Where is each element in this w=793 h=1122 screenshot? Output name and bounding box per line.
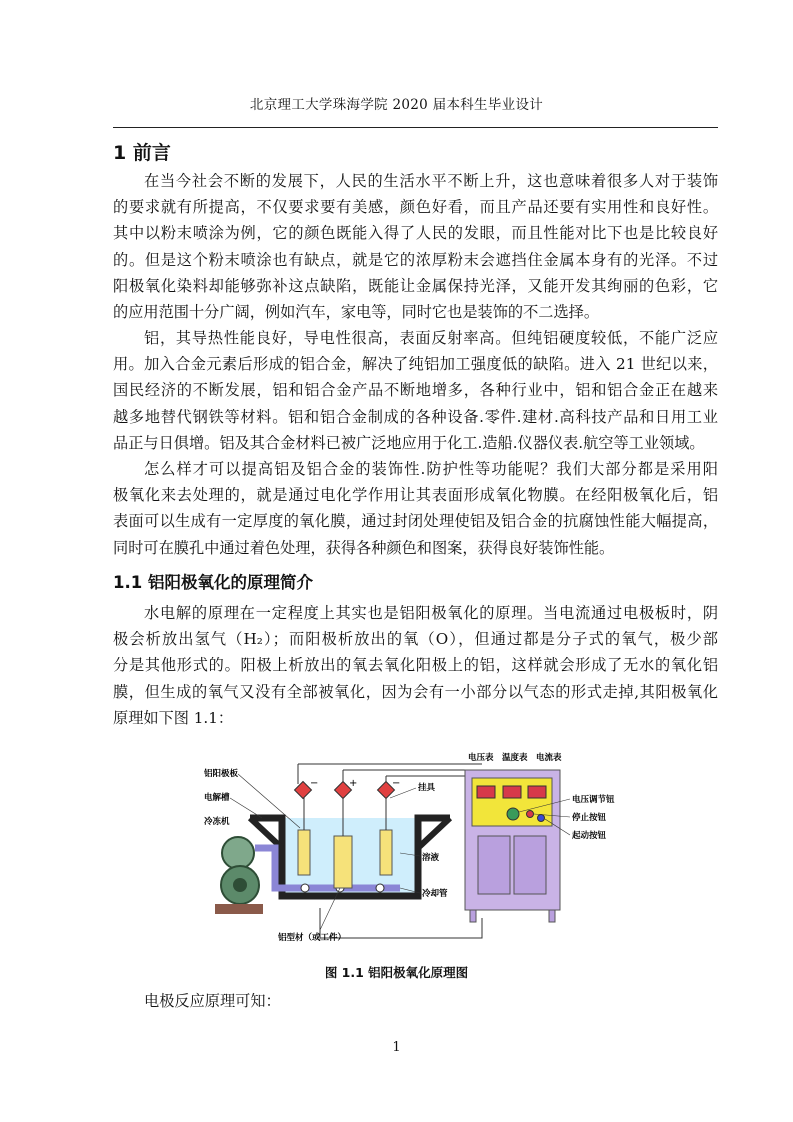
label-ammeter: 电流表: [536, 753, 562, 763]
label-stop-button: 停止按钮: [572, 813, 607, 823]
text-line: 的要求就有所提高，不仅要求要有美感，颜色好看，而且产品还要有实用性和良好性。: [113, 198, 718, 217]
terminal-sign: +: [349, 778, 358, 789]
terminal-icon: [295, 782, 312, 799]
label-voltage-knob: 电压调节钮: [572, 795, 615, 805]
cathode-plate-right: [380, 830, 392, 875]
label-solution: 溶液: [422, 853, 440, 863]
figure-caption: 图 1.1 铝阳极氧化原理图: [324, 965, 469, 980]
voltmeter-icon: [477, 786, 495, 798]
header-rule: [113, 127, 718, 128]
label-voltmeter: 电压表: [468, 753, 494, 763]
text-line: 阳极氧化染料却能够弥补这点缺陷，既能让金属保持光泽，又能开发其绚丽的色彩，它: [113, 276, 718, 295]
chiller-hub: [233, 878, 247, 892]
text-line: 原理如下图 1.1：: [113, 708, 234, 727]
tail-text: 电极反应原理可知：: [144, 992, 281, 1010]
text-line: 同时可在膜孔中通过着色处理，获得各种颜色和图案，获得良好装饰性能。: [113, 538, 615, 557]
anodizing-diagram: [200, 748, 630, 948]
paragraph-2: [113, 325, 718, 456]
paragraph-4: [113, 600, 718, 731]
text-line: 极会析放出氢气（H₂）；而阳极析放出的氧（O），但通过都是分子式的氧气，极少部: [113, 630, 718, 649]
text-line: 分是其他形式的。阳极上析放出的氧去氧化阳极上的铝，这样就会形成了无水的氧化铝: [113, 656, 718, 675]
chiller-body: [222, 837, 254, 869]
text-line: 的。但是这个粉末喷涂也有缺点，就是它的浓厚粉末会遮挡住金属本身有的光泽。不过: [113, 250, 718, 269]
label-workpiece: 铝型材（或工件）: [278, 933, 347, 943]
page-number: 1: [392, 1040, 401, 1055]
label-rack: 挂具: [418, 783, 436, 793]
cabinet-door-left: [478, 836, 510, 894]
text-line: 的应用范围十分广阔，例如汽车，家电等，同时它也是装饰的不二选择。: [113, 302, 599, 321]
terminal-sign: −: [310, 778, 319, 789]
voltage-knob-icon: [507, 808, 519, 820]
pipe-joint: [376, 884, 384, 892]
tank-rim-right: [418, 818, 450, 848]
thermometer-icon: [503, 786, 521, 798]
text-line: 用。加入合金元素后形成的铝合金，解决了纯铝加工强度低的缺陷。进入 21 世纪以来，: [113, 355, 718, 374]
paragraph-1: [113, 168, 718, 325]
text-line: 铝，其导热性能良好，导电性很高，表面反射率高。但纯铝硬度较低，不能广泛应: [144, 329, 718, 347]
cabinet-door-right: [514, 836, 546, 894]
label-start-button: 起动按钮: [572, 831, 607, 841]
text-line: 其中以粉末喷涂为例，它的颜色既能入得了人民的发眼，而且性能对比下也是比较良好: [113, 224, 718, 243]
text-line: 表面可以生成有一定厚度的氧化膜，通过封闭处理使铝及铝合金的抗腐蚀性能大幅提高，: [113, 512, 718, 531]
section-title-1-1: 1.1 铝阳极氧化的原理简介: [113, 573, 313, 592]
text-line: 在当今社会不断的发展下，人民的生活水平不断上升，这也意味着很多人对于装饰: [144, 172, 718, 190]
cabinet-leg: [549, 910, 555, 922]
text-line: 国民经济的不断发展，铝和铝合金产品不断地增多，各种行业中，铝和铝合金正在越来: [113, 381, 718, 400]
start-button-icon: [538, 815, 545, 822]
leader-line: [230, 798, 262, 818]
stop-button-icon: [527, 811, 534, 818]
ammeter-icon: [528, 786, 546, 798]
label-chiller: 冷冻机: [204, 817, 230, 827]
label-anode-plate: 铝阳极板: [204, 769, 239, 779]
text-line: 越多地替代钢铁等材料。铝和铝合金制成的各种设备.零件.建材.高科技产品和日用工业: [113, 407, 718, 426]
terminal-sign: −: [392, 778, 401, 789]
label-cooling-pipe: 冷却管: [422, 889, 448, 899]
text-line: 怎么样才可以提高铝及铝合金的装饰性.防护性等功能呢？我们大部分都是采用阳: [144, 460, 718, 478]
cathode-plate-left: [298, 830, 310, 875]
pipe-joint: [301, 884, 309, 892]
tank-rim-left: [250, 818, 282, 848]
text-line: 膜，但生成的氧气又没有全部被氧化，因为会有一小部分以气态的形式走掉,其阳极氧化: [113, 682, 718, 701]
chiller-base: [215, 904, 263, 914]
running-header: 北京理工大学珠海学院 2020 届本科生毕业设计: [249, 97, 544, 113]
cabinet-leg: [470, 910, 476, 922]
paragraph-3: [113, 456, 718, 561]
text-line: 品正与日俱增。铝及其合金材料已被广泛地应用于化工.造船.仪器仪表.航空等工业领域。: [113, 433, 705, 452]
label-thermometer: 温度表: [502, 753, 528, 763]
label-tank: 电解槽: [204, 793, 230, 803]
section-title-1: 1 前言: [113, 142, 171, 164]
anode-workpiece: [334, 836, 352, 888]
text-line: 极氧化来去处理的，就是通过电化学作用让其表面形成氧化物膜。在经阳极氧化后，铝: [113, 486, 718, 505]
text-line: 水电解的原理在一定程度上其实也是铝阳极氧化的原理。当电流通过电极板时，阴: [144, 604, 718, 622]
